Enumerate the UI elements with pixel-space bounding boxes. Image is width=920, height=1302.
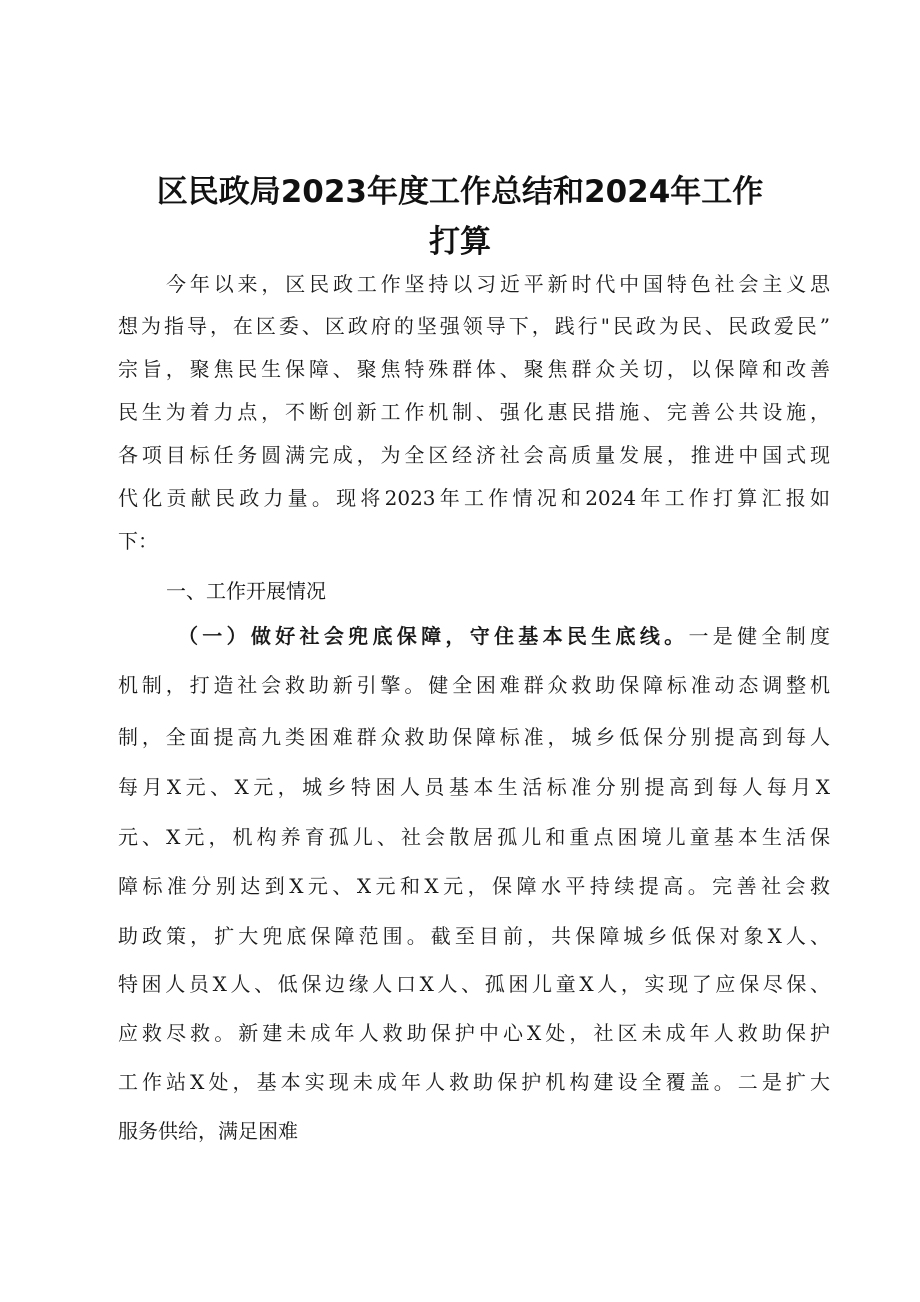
body-paragraph-line: 机制，打造社会救助新引擎。健全困难群众救助保障标准动态调整机: [118, 673, 830, 697]
subsection-heading: （一）做好社会兜底保障，守住基本民生底线。: [178, 624, 689, 648]
body-paragraph-line: 每月X元、X元，城乡特困人员基本生活标准分别提高到每人每月X: [118, 775, 830, 799]
body-paragraph-line: 障标准分别达到X元、X元和X元，保障水平持续提高。完善社会救: [118, 874, 830, 898]
body-paragraph-line: 制，全面提高九类困难群众救助保障标准，城乡低保分别提高到每人: [118, 725, 830, 749]
intro-paragraph-line: 想为指导，在区委、区政府的坚强领导下，践行"民政为民、民政爱民”: [118, 314, 830, 338]
body-paragraph-line: 元、X元，机构养育孤儿、社会散居孤儿和重点困境儿童基本生活保: [118, 825, 830, 849]
document-title-line-2: 打算: [429, 224, 491, 260]
body-paragraph-line: 工作站X处，基本实现未成年人救助保护机构建设全覆盖。二是扩大: [118, 1070, 830, 1094]
intro-paragraph-line: 宗旨，聚焦民生保障、聚焦特殊群体、聚焦群众关切，以保障和改善: [118, 357, 830, 381]
intro-paragraph-line: 各项目标任务圆满完成，为全区经济社会高质量发展，推进中国式现: [118, 443, 830, 467]
body-paragraph-line: 助政策，扩大兜底保障范围。截至目前，共保障城乡低保对象X人、: [118, 924, 830, 948]
document-title-line-1: 区民政局2023年度工作总结和2024年工作: [156, 174, 764, 210]
subsection-first-line: [178, 622, 830, 650]
subsection-text: 一是健全制度: [688, 624, 831, 648]
intro-paragraph-line: 今年以来，区民政工作坚持以习近平新时代中国特色社会主义思: [166, 272, 830, 296]
body-paragraph-line: 应救尽救。新建未成年人救助保护中心X处，社区未成年人救助保护: [118, 1021, 830, 1045]
intro-paragraph-line: 下：: [118, 529, 158, 553]
body-paragraph-line: 服务供给，满足困难: [118, 1119, 298, 1143]
section-heading: 一、工作开展情况: [166, 579, 326, 603]
intro-paragraph-line: 民生为着力点，不断创新工作机制、强化惠民措施、完善公共设施，: [118, 400, 830, 424]
body-paragraph-line: 特困人员X人、低保边缘人口X人、孤困儿童X人，实现了应保尽保、: [118, 972, 830, 996]
intro-paragraph-line: 代化贡献民政力量。现将2023年工作情况和2024年工作打算汇报如: [118, 486, 830, 510]
